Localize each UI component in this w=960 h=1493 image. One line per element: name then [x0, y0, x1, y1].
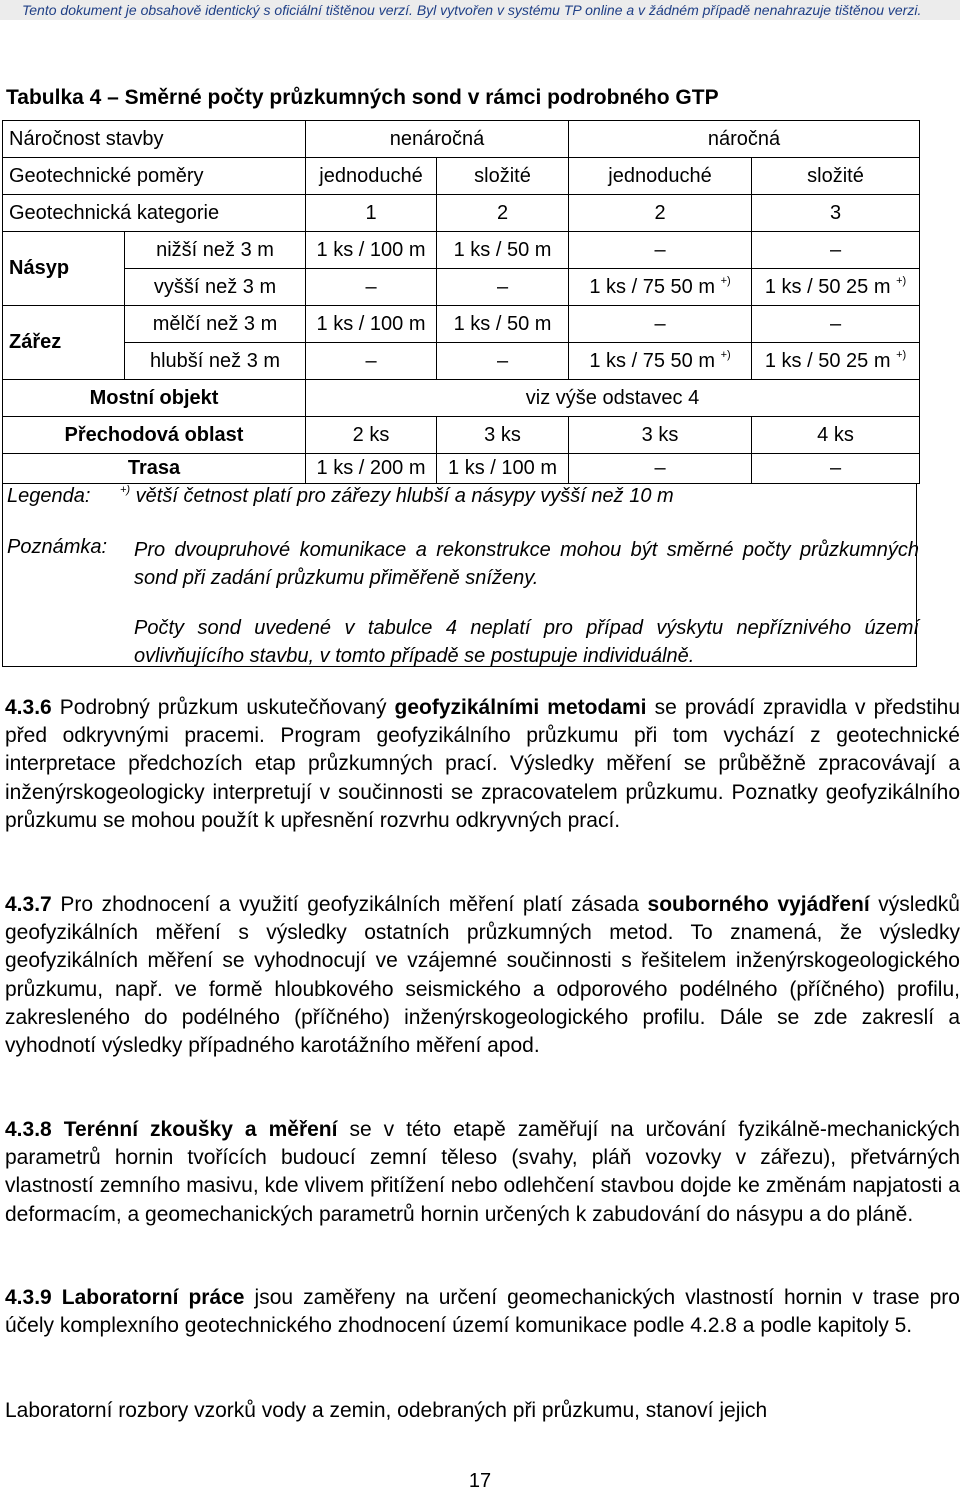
page-number: 17 — [468, 1470, 492, 1492]
table-cell — [569, 343, 752, 380]
paragraph-text: Podrobný průzkum uskutečňovaný — [59, 696, 387, 719]
table-cell — [569, 269, 752, 306]
paragraph-text: se provádí zpravidla v předstihu před odkryvnými pracemi. Program geofyzikálního průzkumu při tom vychází z geotechnické interpretace předchozích etap průzkumných prací. Výsledky měření se průběžně zpracovávají a inženýrskogeologicky interpretují v součinnosti se zpracovatelem průzkumu. Poznatky geofyzikálního průzkumu se mohou použít k upřesnění rozvrhu odkryvných prací. — [5, 696, 960, 832]
section-number: 4.3.9 — [5, 1286, 52, 1309]
table-cell: 4 ks — [752, 417, 920, 454]
table-row — [3, 306, 920, 343]
table-cell: – — [752, 232, 920, 269]
row-group-label: Zářez — [3, 306, 125, 380]
paragraph-emphasis: Terénní zkoušky a měření — [63, 1118, 338, 1141]
section-number: 4.3.8 — [5, 1118, 52, 1141]
table-cell: 1 ks / 100 m — [306, 232, 437, 269]
table-cell: 1 — [306, 195, 437, 232]
paragraph-text: jsou zaměřeny na určení geomechanických vlastností hornin v trase pro účely komplexního geotechnického zhodnocení území komunikace podle 4.2.8 a podle kapitoly 5. — [5, 1286, 960, 1338]
table-cell: 1 ks / 50 m — [437, 232, 569, 269]
table-cell: jednoduché — [306, 158, 437, 195]
row-label: Geotechnické poměry — [3, 158, 306, 195]
table-cell: 2 — [569, 195, 752, 232]
table-cell: nenáročná — [306, 121, 569, 158]
table-row — [3, 343, 920, 380]
row-sublabel: mělčí než 3 m — [125, 306, 306, 343]
table-cell: 3 — [752, 195, 920, 232]
legend-and-note-box — [2, 483, 917, 667]
paragraph-text: se v této etapě zaměřují na určování fyzikálně-mechanických parametrů hornin tvořících budoucí zemní těleso (svahy, pláň vozovky v zářezu), přetvárných vlastností zemního masivu, kde vlivem přitížení nebo odlehčení stavbou dojde ke změnám napjatosti a deformacím, a geomechanických parametrů hornin určených k zabudování do násypu a do pláně. — [5, 1118, 960, 1226]
paragraph-4-3-7 — [5, 891, 960, 1060]
note-label: Poznámka: — [7, 536, 108, 558]
cell-value: 1 ks / 75 50 m — [589, 349, 715, 372]
paragraph-4-3-9 — [5, 1284, 960, 1340]
table-cell: – — [569, 306, 752, 343]
paragraph-4-3-8 — [5, 1116, 960, 1229]
table-cell — [752, 343, 920, 380]
legend-label: Legenda: — [7, 485, 91, 507]
table-cell: – — [569, 232, 752, 269]
table-cell: jednoduché — [569, 158, 752, 195]
row-label: Mostní objekt — [3, 380, 306, 417]
table-cell: 3 ks — [437, 417, 569, 454]
row-label: Trasa — [3, 454, 306, 484]
table-row — [3, 158, 920, 195]
table-cell: – — [752, 306, 920, 343]
row-label: Přechodová oblast — [3, 417, 306, 454]
row-sublabel: nižší než 3 m — [125, 232, 306, 269]
table-title: Tabulka 4 – Směrné počty průzkumných sond v rámci podrobného GTP — [6, 86, 719, 109]
table-row — [3, 269, 920, 306]
table-cell: složité — [437, 158, 569, 195]
table-cell: – — [437, 269, 569, 306]
paragraph-emphasis: geofyzikálními metodami — [394, 696, 647, 719]
table-row — [3, 380, 920, 417]
probe-count-table — [2, 120, 920, 484]
table-row — [3, 454, 920, 484]
table-cell: – — [752, 454, 920, 484]
table-cell: 1 ks / 200 m — [306, 454, 437, 484]
table-cell: 2 — [437, 195, 569, 232]
table-cell: – — [306, 269, 437, 306]
paragraph-text: výsledků geofyzikálních měření s výsledky ostatních průzkumných metod. To znamená, že výsledky geofyzikálních měření se vyhodnocují ve vzájemné součinnosti s řešitelem inženýrskogeologického průzkumu, např. ve formě hloubkového seismického a odporového podélného (příčného) profilu, zakresleného do podélného (příčného) inženýrskogeologického profilu. Dále se zde zakreslí a vyhodnotí výsledky případného karotážního měření apod. — [5, 893, 960, 1058]
paragraph-4-3-6 — [5, 694, 960, 835]
legend-text — [120, 485, 674, 508]
footnote-mark: +) — [720, 348, 731, 361]
paragraph-text: Pro zhodnocení a využití geofyzikálních měření platí zásada — [60, 893, 639, 916]
row-group-label: Násyp — [3, 232, 125, 306]
paragraph-laboratory: Laboratorní rozbory vzorků vody a zemin, odebraných při průzkumu, stanoví jejich — [5, 1399, 768, 1422]
cell-value: 1 ks / 50 25 m — [764, 275, 891, 298]
table-cell — [752, 269, 920, 306]
cell-value: 1 ks / 75 50 m — [589, 275, 715, 298]
table-cell: složité — [752, 158, 920, 195]
table-cell: 1 ks / 100 m — [306, 306, 437, 343]
table-cell: 1 ks / 100 m — [437, 454, 569, 484]
table-cell: 1 ks / 50 m — [437, 306, 569, 343]
cell-value: 1 ks / 50 25 m — [764, 349, 891, 372]
section-number: 4.3.7 — [5, 893, 52, 916]
legend-description: větší četnost platí pro zářezy hlubší a násypy vyšší než 10 m — [135, 485, 674, 507]
table-cell: – — [569, 454, 752, 484]
table-row — [3, 195, 920, 232]
note-text: Počty sond uvedené v tabulce 4 neplatí pro případ výskytu nepříznivého území ovlivňujícího stavbu, v tomto případě se postupuje individuálně. — [134, 617, 919, 667]
table-cell: 2 ks — [306, 417, 437, 454]
footnote-mark: +) — [896, 274, 907, 287]
paragraph-emphasis: souborného vyjádření — [647, 893, 870, 916]
table-row — [3, 121, 920, 158]
table-cell: – — [306, 343, 437, 380]
row-label: Geotechnická kategorie — [3, 195, 306, 232]
table-row — [3, 232, 920, 269]
row-label: Náročnost stavby — [3, 121, 306, 158]
table-cell: viz výše odstavec 4 — [306, 380, 920, 417]
paragraph-emphasis: Laboratorní práce — [61, 1286, 245, 1309]
table-cell: náročná — [569, 121, 920, 158]
table-cell: 3 ks — [569, 417, 752, 454]
footnote-mark: +) — [720, 274, 731, 287]
note-text: Pro dvoupruhové komunikace a rekonstrukce mohou být směrné počty průzkumných sond při zadání průzkumu přiměřeně sníženy. — [134, 539, 919, 589]
table-cell: – — [437, 343, 569, 380]
section-number: 4.3.6 — [5, 696, 52, 719]
footnote-mark: +) — [120, 484, 131, 496]
document-header-note: Tento dokument je obsahově identický s oficiální tištěnou verzí. Byl vytvořen v systému TP online a v žádném případě nenahrazuje tištěnou verzi. — [0, 0, 960, 20]
footnote-mark: +) — [896, 348, 907, 361]
row-sublabel: vyšší než 3 m — [125, 269, 306, 306]
row-sublabel: hlubší než 3 m — [125, 343, 306, 380]
table-row — [3, 417, 920, 454]
